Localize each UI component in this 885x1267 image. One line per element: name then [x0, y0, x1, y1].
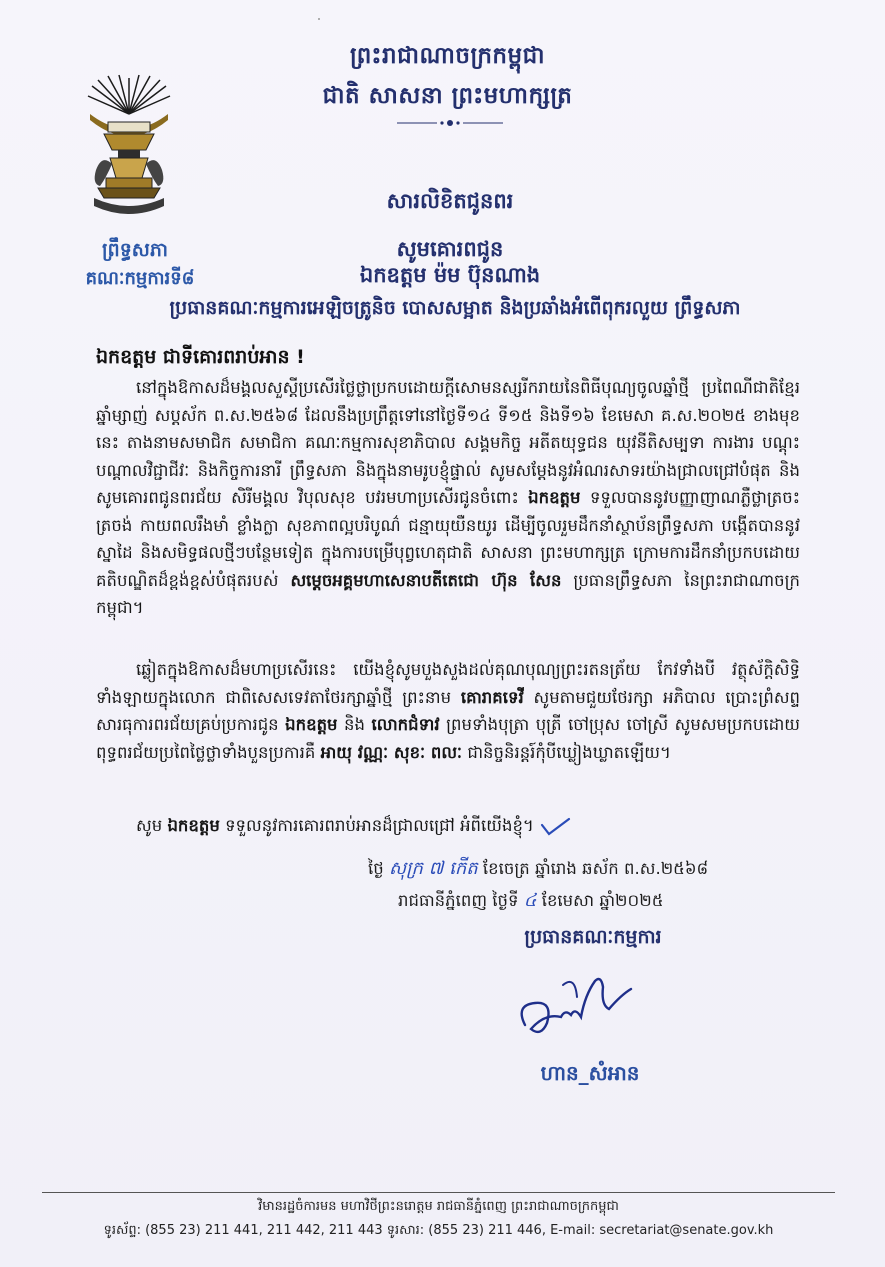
solar-date — [398, 888, 808, 915]
paragraph-1-text: ទទួលបាននូវបញ្ញាញាណភ្លឺថ្លាត្រចះត្រចង់ កាយពលរឹងមាំ ខ្លាំងក្លា សុខភាពល្អបរិបូណ៌ ជន្មាយុយឺនយូរ ដើម្បីចូលរួមដឹកនាំស្ថាប័នព្រឹទ្ធសភា បង្កើតបាននូវស្នាដៃ និងសមិទ្ធផលថ្មីៗបន្ថែមទៀត ក្នុងការបម្រើបុព្វហេតុជាតិ សាសនា ព្រះមហាក្សត្រ ក្រោមការដឹកនាំប្រកបដោយគតិបណ្ឌិតដ៏ខ្ពង់ខ្ពស់បំផុតរបស់ — [96, 488, 800, 590]
honorific-spouse: លោកជំទាវ — [371, 715, 440, 734]
paragraph-1-text: ប្រធានព្រឹទ្ធសភា នៃព្រះរាជាណាចក្រកម្ពុជា។ — [96, 570, 800, 617]
handwritten-check-icon — [539, 817, 571, 837]
recipient-name: ឯកឧត្តម ម៉ម ប៊ុនណាង — [359, 263, 541, 287]
senate-emblem-icon — [84, 74, 174, 224]
lunar-date-handwritten: សុក្រ ៧ កើត — [388, 858, 478, 879]
paragraph-2-text: ឆ្លៀតក្នុងឱកាសដ៏មហាប្រសើរនេះ យើងខ្ញុំសូមបួងសួងដល់គុណបុណ្យព្រះរតនត្រ័យ កែវទាំងបី វត្ថុស័ក្តិសិទ្ធិទាំងឡាយក្នុងលោក ជាពិសេសទេវតាថែរក្សាឆ្នាំថ្មី ព្រះនាម — [96, 660, 800, 707]
national-motto: ជាតិ សាសនា ព្រះមហាក្សត្រ — [322, 83, 573, 109]
paragraph-1 — [96, 374, 800, 622]
footer-divider — [42, 1192, 835, 1193]
paragraph-2-text: និង — [344, 715, 365, 734]
four-blessings: អាយុ វណ្ណៈ សុខៈ ពលៈ — [320, 742, 463, 762]
solar-date-prefix: រាជធានីភ្នំពេញ ថ្ងៃទី — [398, 891, 519, 910]
sender-committee: គណៈកម្មការទី៨ — [85, 268, 195, 289]
senate-president-name: សម្តេចអគ្គមហាសេនាបតីតេជោ ហ៊ុន សែន — [290, 570, 562, 590]
signature-icon — [505, 965, 650, 1055]
paragraph-2-text: ជានិច្ចនិរន្តរ៍កុំបីឃ្លៀងឃ្លាតឡើយ។ — [467, 742, 671, 762]
honorific: ឯកឧត្តម — [528, 488, 581, 507]
paragraph-2-text: សូមតាមជួយថែរក្សា អភិបាល ប្រោះព្រំសព្ទសារធុការពរជ័យគ្រប់ប្រការជូន — [96, 687, 801, 734]
signer-title: ប្រធានគណៈកម្មការ — [524, 926, 662, 948]
ornament-divider-icon — [395, 118, 505, 128]
recipient-position: ប្រធានគណៈកម្មការអេឡិចត្រូនិច បោសសម្អាត និងប្រឆាំងអំពើពុករលួយ ព្រឹទ្ធសភា — [169, 297, 741, 319]
closing-paragraph — [96, 812, 800, 840]
lunar-date-prefix: ថ្ងៃ — [368, 859, 384, 878]
footer-address: វិមានរដ្ឋចំការមន មហាវិថីព្រះនរោត្តម រាជធានីភ្នំពេញ ព្រះរាជាណាចក្រកម្ពុជា — [258, 1199, 619, 1214]
paragraph-2 — [96, 656, 800, 766]
closing-text: ទទួលនូវការគោរពរាប់អានដ៏ជ្រាលជ្រៅ អំពីយើងខ្ញុំ។ — [225, 816, 534, 835]
honorific: ឯកឧត្តម — [285, 715, 338, 734]
lunar-date-suffix: ខែចេត្រ ឆ្នាំរោង ឆស័ក ព.ស.២៥៦៨ — [482, 859, 709, 878]
closing-text: សូម — [136, 816, 163, 835]
honorific: ឯកឧត្តម — [167, 816, 220, 835]
scan-speck — [318, 18, 320, 20]
signer-name: ហាន_សំអាន — [540, 1061, 640, 1085]
new-year-angel-name: គោរាគទេវី — [460, 687, 524, 707]
solar-date-handwritten: ៤ — [523, 890, 537, 911]
solar-date-suffix: ខែមេសា ឆ្នាំ២០២៥ — [541, 891, 664, 910]
paragraph-2-text: ព្រមទាំងបុត្រា បុត្រី ចៅប្រុស ចៅស្រី សូមសមប្រកបដោយពុទ្ធពរជ័យប្រពៃថ្លៃថ្លាទាំងបួនប្រការគឺ — [96, 715, 801, 762]
kingdom-title: ព្រះរាជាណាចក្រកម្ពុជា — [349, 43, 546, 69]
paragraph-1-text: នៅក្នុងឱកាសដ៏មង្គលសួស្តីប្រសើរថ្លៃថ្លាប្រកបដោយក្តីសោមនស្សរីករាយនៃពិធីបុណ្យចូលឆ្នាំថ្មី ប្រពៃណីជាតិខ្មែរ ឆ្នាំម្សាញ់ សប្តស័ក ព.ស.២៥៦៨ ដែលនឹងប្រព្រឹត្តទៅនៅថ្ងៃទី១៤ ទី១៥ និងទី១៦ ខែមេសា គ.ស.២០២៥ ខាងមុខនេះ តាងនាមសមាជិក សមាជិកា គណៈកម្មការសុខាភិបាល សង្គមកិច្ច អតីតយុទ្ធជន យុវនីតិសម្បទា ការងារ បណ្តុះបណ្តាលវិជ្ជាជីវៈ និងកិច្ចការនារី ព្រឹទ្ធសភា និងក្នុងនាមរូបខ្ញុំផ្ទាល់ សូមសម្តែងនូវអំណរសាទរយ៉ាងជ្រាលជ្រៅបំផុត និងសូមគោរពជូនពរជ័យ សិរីមង្គល វិបុលសុខ បវរមហាប្រសើរជូនចំពោះ — [96, 378, 800, 507]
footer-contact: ទូរស័ព្ទ: (855 23) 211 441, 211 442, 211 443 ទូរសារ: (855 23) 211 446, E-mail: secretariat@senate.gov.kh — [103, 1223, 774, 1238]
sender-institution: ព្រឹទ្ធសភា — [102, 239, 168, 261]
document-type: សារលិខិតជូនពរ — [386, 189, 514, 213]
respectful-to: សូមគោរពជូន — [396, 237, 504, 261]
lunar-date — [368, 856, 808, 883]
salutation: ឯកឧត្តម ជាទីគោរពរាប់អាន ! — [96, 346, 305, 368]
